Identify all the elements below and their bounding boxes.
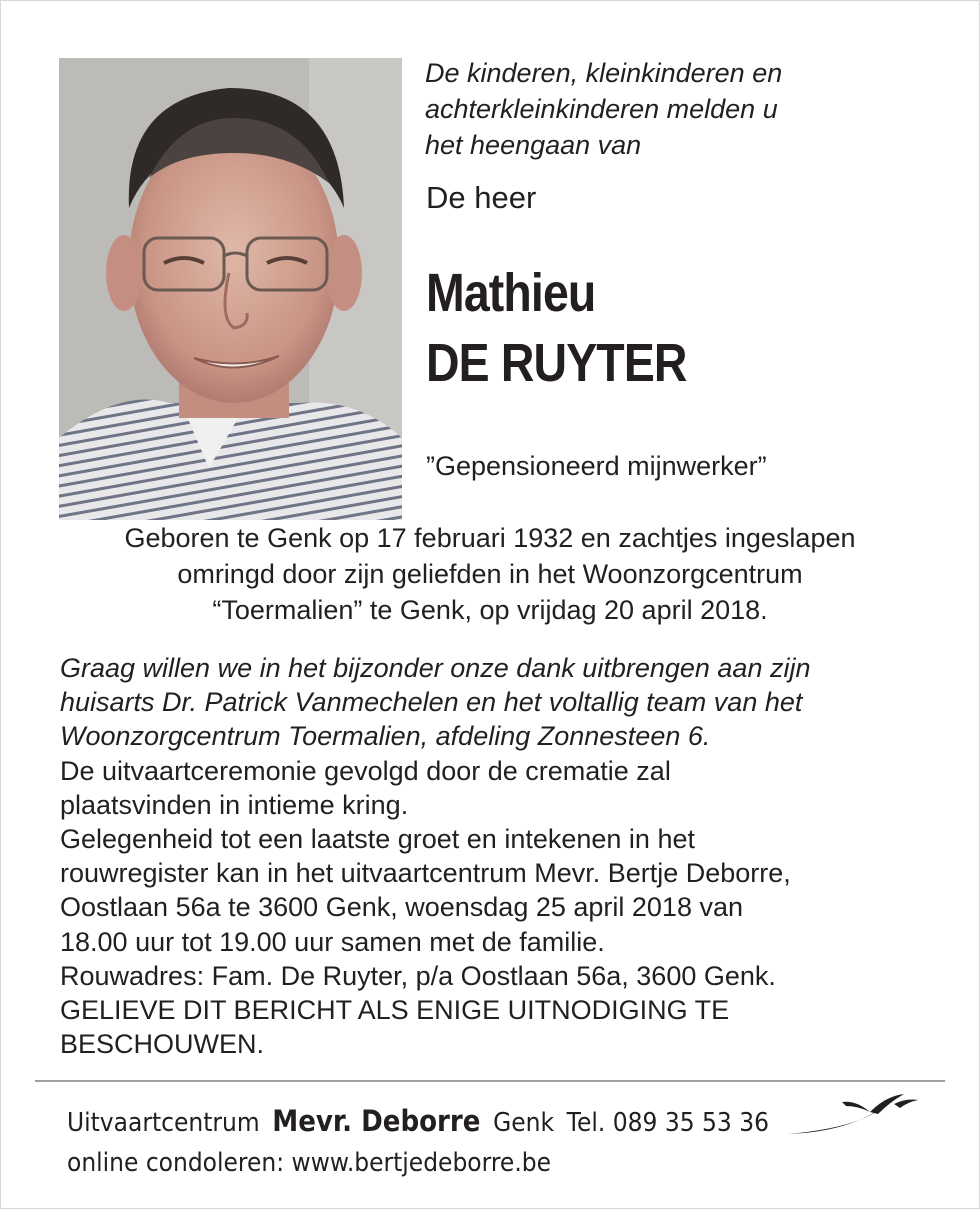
funeral-home-line [67,1101,769,1143]
info-line: GELIEVE DIT BERICHT ALS ENIGE UITNODIGING TE [60,995,730,1026]
bird-logo-icon [786,1088,926,1144]
deceased-name [426,258,687,398]
condolence-link[interactable]: online condoleren: www.bertjedeborre.be [67,1148,552,1178]
thanks-line: huisarts Dr. Patrick Vanmechelen en het voltallig team van het [60,687,803,718]
funeral-home-label: Uitvaartcentrum [67,1108,260,1138]
occupation: ”Gepensioneerd mijnwerker” [426,451,767,481]
funeral-home-phone: Tel. 089 35 53 36 [566,1108,770,1138]
info-line: Oostlaan 56a te 3600 Genk, woensdag 25 april 2018 van [60,892,743,923]
intro-line: achterkleinkinderen melden u [425,94,778,124]
info-line: plaatsvinden in intieme kring. [60,789,409,820]
birth-line: Geboren te Genk op 17 februari 1932 en zachtjes ingeslapen [124,523,856,553]
info-line: Rouwadres: Fam. De Ruyter, p/a Oostlaan 56a, 3600 Genk. [60,960,776,991]
info-line: 18.00 uur tot 19.00 uur samen met de familie. [60,926,605,957]
funeral-home-city: Genk [493,1108,555,1138]
info-line: BESCHOUWEN. [60,1029,265,1060]
thanks-line: Graag willen we in het bijzonder onze dank uitbrengen aan zijn [60,653,811,683]
announcement-body [60,651,940,1061]
funeral-home-footer [67,1101,769,1183]
intro-line: het heengaan van [425,130,642,160]
thanks-line: Woonzorgcentrum Toermalien, afdeling Zonnesteen 6. [60,721,711,752]
info-line: De uitvaartceremonie gevolgd door de crematie zal [60,755,671,786]
honorific: De heer [426,180,537,215]
info-line: Gelegenheid tot een laatste groet en intekenen in het [60,824,695,855]
intro-line: De kinderen, kleinkinderen en [425,58,783,88]
last-name: DE RUYTER [426,333,687,393]
birth-line: “Toermalien” te Genk, op vrijdag 20 april 2018. [212,595,768,625]
birth-death-details [0,520,980,628]
birth-line: omringd door zijn geliefden in het Woonzorgcentrum [177,559,803,589]
first-name: Mathieu [426,263,596,323]
divider [35,1080,945,1082]
intro-text [425,55,945,163]
funeral-home-brand: Mevr. Deborre [272,1104,481,1138]
portrait-photo [59,58,402,520]
info-line: rouwregister kan in het uitvaartcentrum Mevr. Bertje Deborre, [60,858,791,889]
